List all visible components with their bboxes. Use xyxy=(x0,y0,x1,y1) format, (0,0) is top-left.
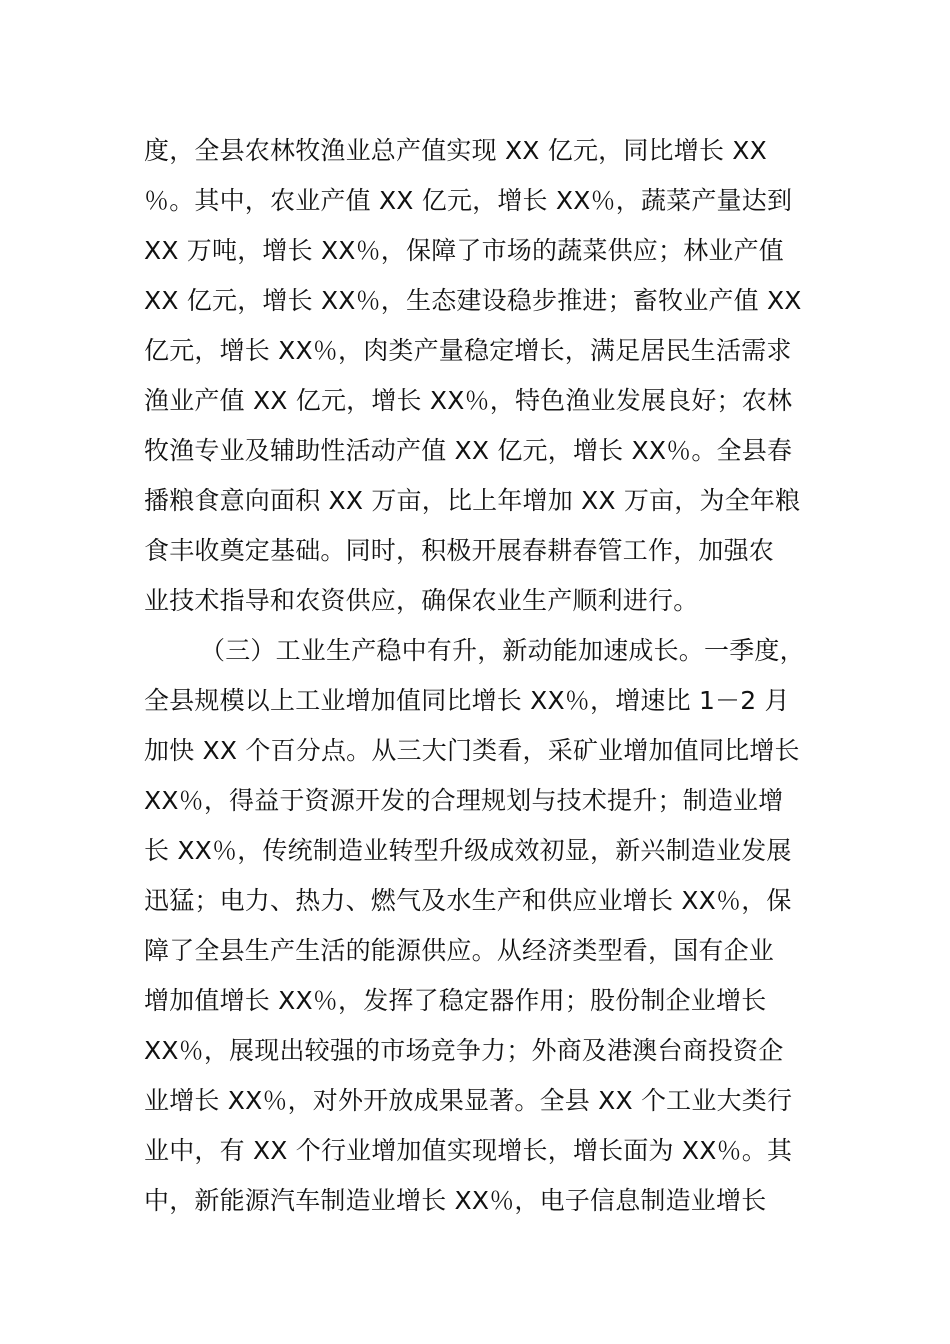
text-line: 业增长 XX％，对外开放成果显著。全县 XX 个工业大类行 xyxy=(144,1086,793,1115)
text-line: 迅猛；电力、热力、燃气及水生产和供应业增长 XX％，保 xyxy=(144,886,792,915)
text-line: XX 亿元，增长 XX％，生态建设稳步推进；畜牧业产值 XX xyxy=(144,286,802,315)
text-line: 食丰收奠定基础。同时，积极开展春耕春管工作，加强农 xyxy=(144,536,775,565)
text-line: XX％，得益于资源开发的合理规划与技术提升；制造业增 xyxy=(144,786,784,815)
text-line: 亿元，增长 XX％，肉类产量稳定增长，满足居民生活需求 xyxy=(144,336,792,365)
text-line: 牧渔专业及辅助性活动产值 XX 亿元，增长 XX％。全县春 xyxy=(144,436,793,465)
text-line: 中，新能源汽车制造业增长 XX％，电子信息制造业增长 xyxy=(144,1186,767,1215)
section-heading-line: （三）工业生产稳中有升，新动能加速成长。一季度， xyxy=(200,636,805,665)
body-text xyxy=(144,126,824,1226)
text-line: XX 万吨，增长 XX％，保障了市场的蔬菜供应；林业产值 xyxy=(144,236,785,265)
text-line: XX％，展现出较强的市场竞争力；外商及港澳台商投资企 xyxy=(144,1036,784,1065)
text-line: 渔业产值 XX 亿元，增长 XX％，特色渔业发展良好；农林 xyxy=(144,386,793,415)
text-line: 全县规模以上工业增加值同比增长 XX％，增速比 1－2 月 xyxy=(144,686,790,715)
text-line: ％。其中，农业产值 XX 亿元，增长 XX％，蔬菜产量达到 xyxy=(144,186,793,215)
text-line: 增加值增长 XX％，发挥了稳定器作用；股份制企业增长 xyxy=(144,986,767,1015)
text-line: 业中，有 XX 个行业增加值实现增长，增长面为 XX％。其 xyxy=(144,1136,793,1165)
text-line: 度，全县农林牧渔业总产值实现 XX 亿元，同比增长 XX xyxy=(144,136,767,165)
text-line: 业技术指导和农资供应，确保农业生产顺利进行。 xyxy=(144,586,699,615)
text-line: 长 XX％，传统制造业转型升级成效初显，新兴制造业发展 xyxy=(144,836,792,865)
text-line: 播粮食意向面积 XX 万亩，比上年增加 XX 万亩，为全年粮 xyxy=(144,486,801,515)
text-line: 加快 XX 个百分点。从三大门类看，采矿业增加值同比增长 xyxy=(144,736,800,765)
text-line: 障了全县生产生活的能源供应。从经济类型看，国有企业 xyxy=(144,936,775,965)
